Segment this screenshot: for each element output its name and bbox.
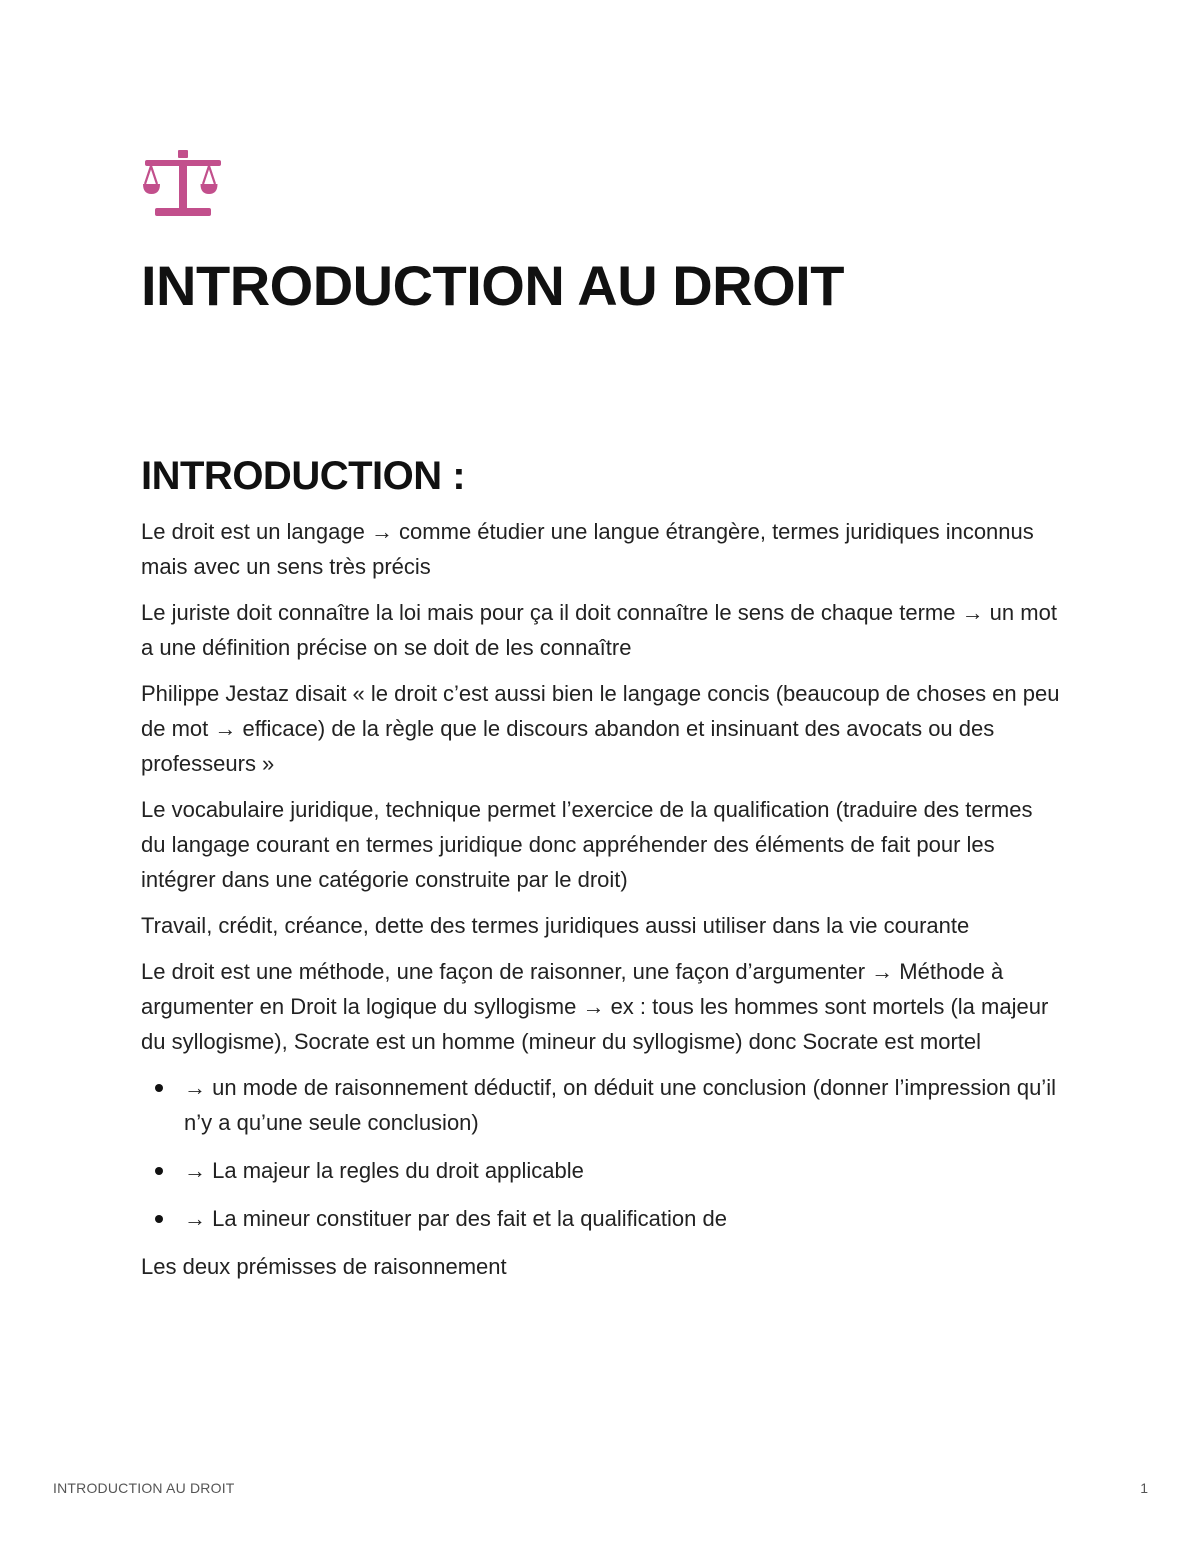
- list-item-text: → un mode de raisonnement déductif, on déduit une conclusion (donner l’impression qu’il n’y a qu’une seule conclusion): [184, 1075, 1056, 1135]
- document-body: [141, 448, 1061, 1295]
- paragraph: Les deux prémisses de raisonnement: [141, 1254, 507, 1279]
- bullet-icon: [155, 1167, 163, 1175]
- footer-page-number: 1: [1140, 1480, 1148, 1496]
- list-item: [141, 1153, 1061, 1188]
- list-item: [141, 1201, 1061, 1236]
- page-title: INTRODUCTION AU DROIT: [141, 254, 844, 317]
- scales-of-justice-icon: [143, 150, 223, 218]
- list-item-text: → La mineur constituer par des fait et la qualification de: [184, 1206, 727, 1231]
- bullet-list: [141, 1070, 1061, 1236]
- paragraph: Travail, crédit, créance, dette des termes juridiques aussi utiliser dans la vie courante: [141, 913, 970, 938]
- paragraph: Le juriste doit connaître la loi mais pour ça il doit connaître le sens de chaque terme → un mot a une définition précise on se doit de les connaître: [141, 600, 1057, 660]
- list-item-text: → La majeur la regles du droit applicable: [184, 1158, 584, 1183]
- bullet-icon: [155, 1215, 163, 1223]
- paragraph: Le droit est une méthode, une façon de raisonner, une façon d’argumenter → Méthode à argumenter en Droit la logique du syllogisme → ex : tous les hommes sont mortels (la majeur du syllogisme), Socrate est un homme (mineur du syllogisme) donc Socrate est mortel: [141, 959, 1049, 1054]
- bullet-icon: [155, 1084, 163, 1092]
- paragraph: Le droit est un langage → comme étudier une langue étrangère, termes juridiques inconnus mais avec un sens très précis: [141, 519, 1034, 579]
- paragraph: Le vocabulaire juridique, technique permet l’exercice de la qualification (traduire des termes du langage courant en termes juridique donc appréhender des éléments de fait pour les intégrer dans une catégorie construite par le droit): [141, 797, 1033, 892]
- section-heading: INTRODUCTION :: [141, 454, 466, 498]
- paragraph: Philippe Jestaz disait « le droit c’est aussi bien le langage concis (beaucoup de choses en peu de mot → efficace) de la règle que le discours abandon et insinuant des avocats ou des professeurs »: [141, 681, 1060, 776]
- footer-document-title: INTRODUCTION AU DROIT: [53, 1480, 235, 1496]
- list-item: [141, 1070, 1061, 1140]
